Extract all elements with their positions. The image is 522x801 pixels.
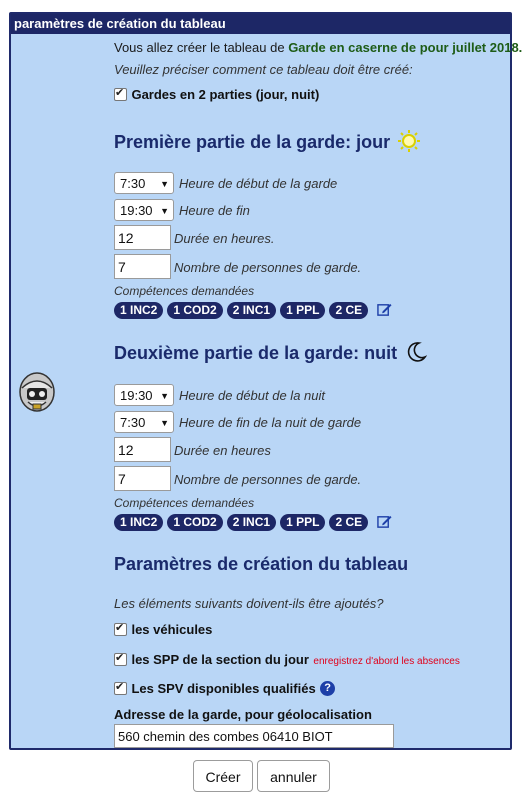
spp-warning: enregistrez d'abord les absences — [313, 656, 460, 667]
day-duration-label: Durée en heures. — [174, 231, 275, 246]
creation-dialog — [9, 12, 522, 750]
night-duration-input[interactable]: 12 — [114, 437, 171, 462]
night-duration-label: Durée en heures — [174, 443, 271, 458]
night-end-value: 7:30 — [120, 415, 146, 430]
spv-option[interactable] — [114, 680, 335, 698]
spv-checkbox[interactable] — [114, 682, 127, 695]
day-start-label: Heure de début de la garde — [179, 176, 338, 191]
skill-badge: 1 COD2 — [167, 302, 222, 319]
day-heading-row — [114, 129, 421, 153]
address-input[interactable]: 560 chemin des combes 06410 BIOT — [114, 724, 394, 748]
spv-label: Les SPV disponibles qualifiés — [131, 681, 316, 696]
day-start-select[interactable] — [114, 172, 174, 194]
two-parts-option[interactable] — [114, 86, 319, 104]
skill-badge: 1 INC2 — [114, 514, 163, 531]
edit-icon[interactable] — [377, 514, 392, 529]
skill-badge: 2 INC1 — [227, 514, 276, 531]
day-duration-input[interactable]: 12 — [114, 225, 171, 250]
day-people-input[interactable]: 7 — [114, 254, 171, 279]
night-start-select[interactable] — [114, 384, 174, 406]
day-people-label: Nombre de personnes de garde. — [174, 260, 362, 275]
intro-text — [114, 40, 522, 55]
day-skills-label: Compétences demandées — [114, 284, 255, 298]
day-end-select[interactable] — [114, 199, 174, 221]
skill-badge: 1 PPL — [280, 302, 325, 319]
help-icon[interactable]: ? — [320, 681, 335, 696]
cancel-button[interactable]: annuler — [257, 760, 330, 792]
sun-icon — [397, 129, 421, 153]
skill-badge: 2 CE — [329, 302, 368, 319]
night-heading-row — [114, 341, 427, 364]
skill-badge: 1 INC2 — [114, 302, 163, 319]
skill-badge: 2 INC1 — [227, 302, 276, 319]
day-start-value: 7:30 — [120, 176, 146, 191]
intro-prefix: Vous allez créer le tableau de — [114, 40, 285, 55]
intro-highlight: Garde en caserne de pour juillet 2018. — [288, 40, 522, 55]
night-skills-list — [114, 513, 392, 531]
edit-icon[interactable] — [377, 302, 392, 317]
chevron-down-icon: ▼ — [160, 418, 169, 428]
two-parts-label: Gardes en 2 parties (jour, nuit) — [131, 87, 320, 102]
vehicles-checkbox[interactable] — [114, 623, 127, 636]
skill-badge: 1 COD2 — [167, 514, 222, 531]
night-start-value: 19:30 — [120, 388, 153, 403]
dialog-title: paramètres de création du tableau — [11, 14, 510, 34]
chevron-down-icon: ▼ — [160, 179, 169, 189]
firefighter-helmet-icon — [16, 370, 58, 414]
chevron-down-icon: ▼ — [160, 206, 169, 216]
params-question: Les éléments suivants doivent-ils être ajoutés? — [114, 596, 384, 611]
day-heading: Première partie de la garde: jour — [114, 132, 391, 152]
day-end-value: 19:30 — [120, 203, 153, 218]
day-end-label: Heure de fin — [179, 203, 250, 218]
night-skills-label: Compétences demandées — [114, 496, 255, 510]
vehicles-label: les véhicules — [131, 622, 213, 637]
night-people-label: Nombre de personnes de garde. — [174, 472, 362, 487]
chevron-down-icon: ▼ — [160, 391, 169, 401]
moon-icon — [405, 341, 427, 363]
spp-checkbox[interactable] — [114, 653, 127, 666]
params-heading: Paramètres de création du tableau — [114, 554, 409, 574]
night-end-select[interactable] — [114, 411, 174, 433]
night-people-input[interactable]: 7 — [114, 466, 171, 491]
skill-badge: 2 CE — [329, 514, 368, 531]
spp-label: les SPP de la section du jour — [131, 652, 309, 667]
spp-option[interactable] — [114, 651, 460, 669]
address-label: Adresse de la garde, pour géolocalisation — [114, 707, 372, 722]
night-start-label: Heure de début de la nuit — [179, 388, 325, 403]
skill-badge: 1 PPL — [280, 514, 325, 531]
create-button[interactable]: Créer — [193, 760, 253, 792]
day-skills-list — [114, 301, 392, 319]
two-parts-checkbox[interactable] — [114, 88, 127, 101]
night-end-label: Heure de fin de la nuit de garde — [179, 415, 362, 430]
night-heading: Deuxième partie de la garde: nuit — [114, 343, 398, 363]
vehicles-option[interactable] — [114, 621, 212, 639]
instruction-text: Veuillez préciser comment ce tableau doit être créé: — [114, 62, 413, 77]
